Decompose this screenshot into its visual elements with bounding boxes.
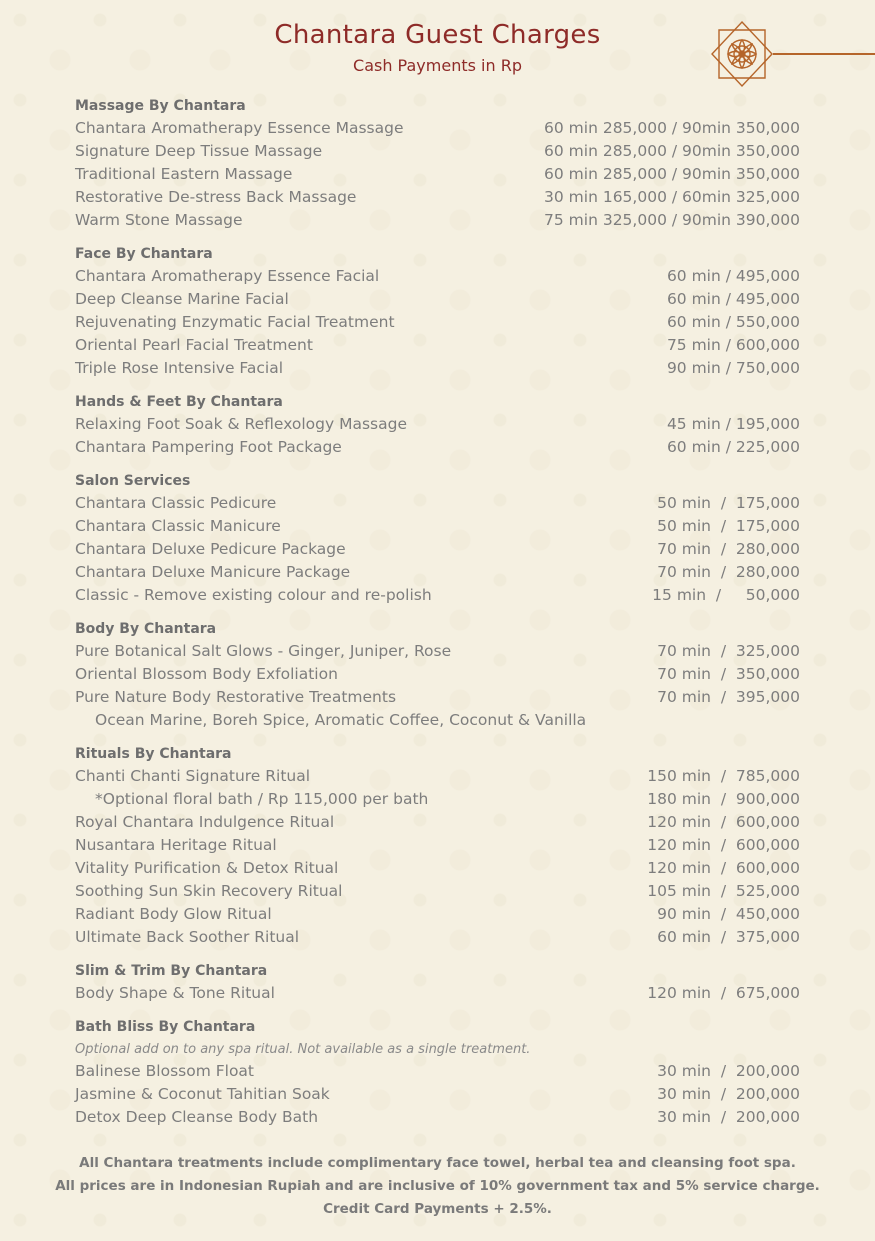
treatment-name: Chanti Chanti Signature Ritual: [75, 767, 311, 785]
section-heading: Slim & Trim By Chantara: [75, 963, 268, 979]
footer-line: All Chantara treatments include complimentary face towel, herbal tea and cleansing foot spa.: [79, 1155, 796, 1171]
section-heading: Body By Chantara: [75, 621, 217, 637]
footer-line: Credit Card Payments + 2.5%.: [323, 1201, 552, 1217]
page-title: Chantara Guest Charges: [274, 20, 601, 50]
treatment-name: Chantara Pampering Foot Package: [75, 438, 342, 456]
section-note: Optional add on to any spa ritual. Not available as a single treatment.: [75, 1042, 531, 1057]
section-heading: Bath Bliss By Chantara: [75, 1019, 256, 1035]
treatment-price: 70 min / 325,000: [657, 642, 800, 660]
treatment-price: 90 min / 450,000: [657, 905, 800, 923]
treatment-name: Warm Stone Massage: [75, 211, 243, 229]
treatment-name: Signature Deep Tissue Massage: [75, 142, 323, 160]
treatment-name: Chantara Aromatherapy Essence Massage: [75, 119, 404, 137]
treatment-name: Royal Chantara Indulgence Ritual: [75, 813, 335, 831]
section-heading: Salon Services: [75, 473, 191, 489]
list-item: [75, 517, 800, 539]
list-item: [75, 905, 800, 927]
treatment-price: 60 min 285,000 / 90min 350,000: [544, 165, 800, 183]
treatment-price: 60 min / 495,000: [666, 267, 800, 285]
list-item: [75, 540, 800, 562]
treatment-price: 70 min / 350,000: [657, 665, 800, 683]
treatment-price: 150 min / 785,000: [647, 767, 800, 785]
treatment-price: 105 min / 525,000: [647, 882, 800, 900]
section-heading: Hands & Feet By Chantara: [75, 394, 283, 410]
treatment-name: Soothing Sun Skin Recovery Ritual: [75, 882, 343, 900]
treatment-price: 50 min / 175,000: [657, 517, 800, 535]
list-item: [75, 1085, 800, 1107]
treatment-name: Chantara Aromatherapy Essence Facial: [75, 267, 380, 285]
treatment-name: *Optional floral bath / Rp 115,000 per bath: [95, 790, 429, 808]
treatment-name: Deep Cleanse Marine Facial: [75, 290, 289, 308]
treatment-price: 75 min / 600,000: [666, 336, 800, 354]
treatment-price: 120 min / 600,000: [647, 813, 800, 831]
treatment-name: Chantara Classic Pedicure: [75, 494, 277, 512]
treatment-price: 120 min / 675,000: [647, 984, 800, 1002]
list-item: [75, 767, 800, 789]
list-item: [75, 290, 800, 312]
list-item: [75, 494, 800, 516]
list-item: [75, 563, 800, 585]
list-item: [75, 1108, 800, 1130]
list-item: [75, 790, 800, 812]
list-item: [75, 119, 800, 141]
treatment-name: Jasmine & Coconut Tahitian Soak: [75, 1085, 330, 1103]
treatment-name: Chantara Classic Manicure: [75, 517, 281, 535]
treatment-price: 45 min / 195,000: [666, 415, 800, 433]
lotus-mandala-icon: [709, 20, 775, 88]
list-item: [75, 142, 800, 164]
list-item: [75, 267, 800, 289]
treatment-price: 60 min 285,000 / 90min 350,000: [544, 142, 800, 160]
list-item: [75, 1062, 800, 1084]
treatment-name: Vitality Purification & Detox Ritual: [75, 859, 339, 877]
treatment-name: Radiant Body Glow Ritual: [75, 905, 272, 923]
treatment-name: Pure Nature Body Restorative Treatments: [75, 688, 397, 706]
treatment-price: 30 min 165,000 / 60min 325,000: [544, 188, 800, 206]
treatment-price: 70 min / 280,000: [657, 540, 800, 558]
list-item: [75, 336, 800, 358]
list-item: [75, 438, 800, 460]
list-item: [75, 711, 800, 733]
treatment-price: 180 min / 900,000: [647, 790, 800, 808]
treatment-name: Ultimate Back Soother Ritual: [75, 928, 300, 946]
list-item: [75, 665, 800, 687]
treatment-price: 60 min / 375,000: [657, 928, 800, 946]
treatment-name: Rejuvenating Enzymatic Facial Treatment: [75, 313, 395, 331]
treatment-name: Oriental Blossom Body Exfoliation: [75, 665, 338, 683]
treatment-price: 70 min / 280,000: [657, 563, 800, 581]
treatment-price: 30 min / 200,000: [657, 1085, 800, 1103]
list-item: [75, 415, 800, 437]
treatment-price: 30 min / 200,000: [657, 1108, 800, 1126]
treatment-name: Detox Deep Cleanse Body Bath: [75, 1108, 319, 1126]
treatment-name: Relaxing Foot Soak & Reflexology Massage: [75, 415, 407, 433]
treatment-name: Ocean Marine, Boreh Spice, Aromatic Coffee, Coconut & Vanilla: [95, 711, 587, 729]
list-item: [75, 813, 800, 835]
treatment-name: Oriental Pearl Facial Treatment: [75, 336, 313, 354]
list-item: [75, 165, 800, 187]
list-item: [75, 984, 800, 1006]
treatment-price: 75 min 325,000 / 90min 390,000: [544, 211, 800, 229]
treatment-name: Nusantara Heritage Ritual: [75, 836, 277, 854]
treatment-name: Restorative De-stress Back Massage: [75, 188, 357, 206]
treatment-price: 60 min / 495,000: [666, 290, 800, 308]
treatment-price: 70 min / 395,000: [657, 688, 800, 706]
list-item: [75, 586, 800, 608]
treatment-name: Chantara Deluxe Pedicure Package: [75, 540, 346, 558]
treatment-price: 60 min / 550,000: [666, 313, 800, 331]
list-item: [75, 928, 800, 950]
footer-line: All prices are in Indonesian Rupiah and are inclusive of 10% government tax and 5% service charge.: [55, 1178, 820, 1194]
treatment-price: 50 min / 175,000: [657, 494, 800, 512]
list-item: [75, 642, 800, 664]
treatment-name: Body Shape & Tone Ritual: [75, 984, 275, 1002]
treatment-name: Balinese Blossom Float: [75, 1062, 255, 1080]
treatment-name: Traditional Eastern Massage: [75, 165, 293, 183]
section-heading: Massage By Chantara: [75, 98, 246, 114]
section-heading: Face By Chantara: [75, 246, 213, 262]
treatment-price: 15 min / 50,000: [652, 586, 800, 604]
list-item: [75, 188, 800, 210]
list-item: [75, 836, 800, 858]
treatment-price: 30 min / 200,000: [657, 1062, 800, 1080]
list-item: [75, 359, 800, 381]
treatment-name: Classic - Remove existing colour and re-polish: [75, 586, 432, 604]
list-item: [75, 859, 800, 881]
treatment-name: Chantara Deluxe Manicure Package: [75, 563, 351, 581]
list-item: [75, 882, 800, 904]
header-divider: [773, 53, 875, 55]
list-item: [75, 688, 800, 710]
treatment-name: Triple Rose Intensive Facial: [75, 359, 284, 377]
treatment-price: 90 min / 750,000: [666, 359, 800, 377]
list-item: [75, 211, 800, 233]
treatment-name: Pure Botanical Salt Glows - Ginger, Juniper, Rose: [75, 642, 452, 660]
treatment-price: 120 min / 600,000: [647, 859, 800, 877]
list-item: [75, 313, 800, 335]
page-subtitle: Cash Payments in Rp: [353, 56, 522, 75]
page-header: [0, 0, 875, 92]
treatment-price: 60 min 285,000 / 90min 350,000: [544, 119, 800, 137]
treatment-price: 60 min / 225,000: [666, 438, 800, 456]
section-heading: Rituals By Chantara: [75, 746, 232, 762]
treatment-price: 120 min / 600,000: [647, 836, 800, 854]
